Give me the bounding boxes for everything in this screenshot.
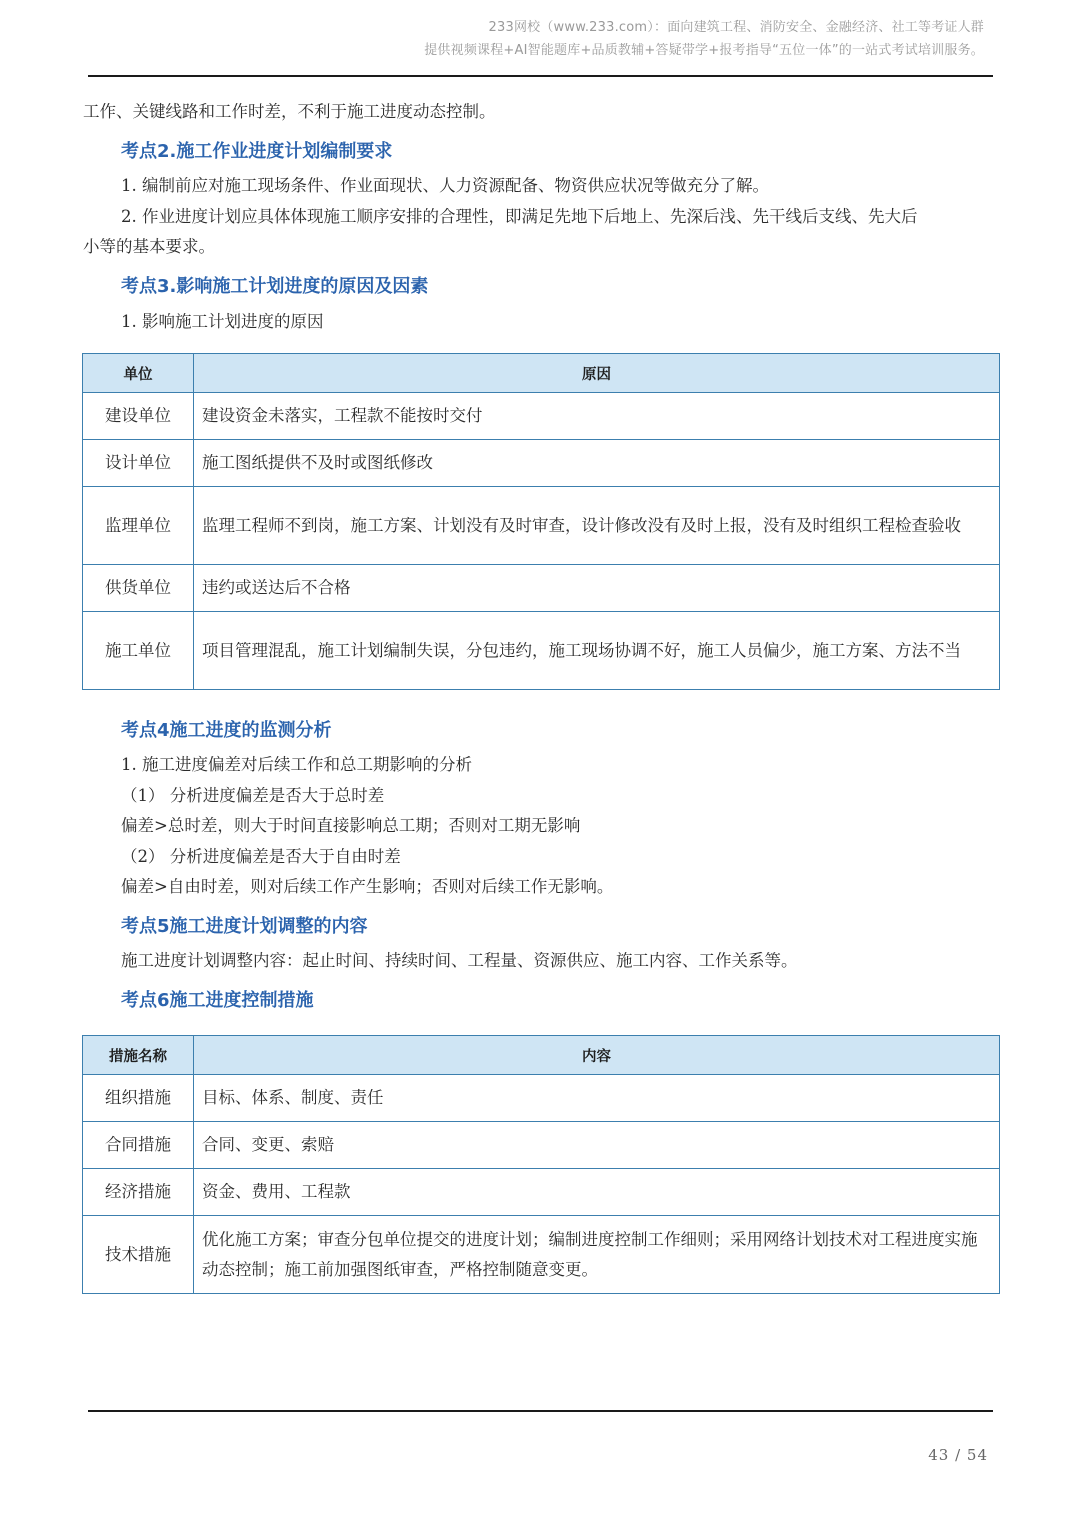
table-row — [83, 487, 1000, 565]
cell-content: 目标、体系、制度、责任 — [194, 1075, 1000, 1122]
header-line-1: 233网校（www.233.com）：面向建筑工程、消防安全、金融经济、社工等考证人群 — [488, 20, 984, 35]
table-row — [83, 440, 1000, 487]
header-line-2: 提供视频课程+AI智能题库+品质教辅+答疑带学+报考指导“五位一体”的一站式考试培训服务。 — [424, 43, 984, 58]
cell-reason: 施工图纸提供不及时或图纸修改 — [194, 440, 1000, 487]
cell-measure-name: 合同措施 — [83, 1122, 194, 1169]
cell-reason: 项目管理混乱，施工计划编制失误，分包违约，施工现场协调不好，施工人员偏少，施工方案、方法不当 — [194, 612, 1000, 690]
page-header — [424, 16, 984, 62]
section-4-line-5: 偏差>自由时差，则对后续工作产生影响；否则对后续工作无影响。 — [121, 877, 614, 896]
intro-text: 工作、关键线路和工作时差，不利于施工进度动态控制。 — [83, 102, 496, 121]
cell-unit: 建设单位 — [83, 393, 194, 440]
table-header-row — [83, 354, 1000, 393]
table-row — [83, 565, 1000, 612]
section-6-title: 考点6施工进度控制措施 — [121, 990, 314, 1011]
cell-measure-name: 经济措施 — [83, 1169, 194, 1216]
cell-measure-name: 技术措施 — [83, 1216, 194, 1294]
section-4-line-3: 偏差>总时差，则大于时间直接影响总工期；否则对工期无影响 — [121, 816, 581, 835]
cell-content: 合同、变更、索赔 — [194, 1122, 1000, 1169]
cell-unit: 供货单位 — [83, 565, 194, 612]
section-2-para-2-line-1: 2. 作业进度计划应具体体现施工顺序安排的合理性，即满足先地下后地上、先深后浅、先干线后支线、先大后 — [121, 207, 918, 226]
column-header-measure-name: 措施名称 — [83, 1036, 194, 1075]
table-header-row — [83, 1036, 1000, 1075]
section-3-title: 考点3.影响施工计划进度的原因及因素 — [121, 276, 429, 297]
control-measures-table — [82, 1035, 1000, 1294]
section-2-title: 考点2.施工作业进度计划编制要求 — [121, 141, 393, 162]
delay-causes-table — [82, 353, 1000, 690]
table-row — [83, 1122, 1000, 1169]
table-row — [83, 1075, 1000, 1122]
footer-divider — [88, 1410, 993, 1412]
section-4-line-1: 1. 施工进度偏差对后续工作和总工期影响的分析 — [121, 755, 472, 774]
page-number: 43 / 54 — [928, 1446, 988, 1464]
column-header-reason: 原因 — [194, 354, 1000, 393]
cell-content: 资金、费用、工程款 — [194, 1169, 1000, 1216]
cell-content: 优化施工方案；审查分包单位提交的进度计划；编制进度控制工作细则；采用网络计划技术对工程进度实施动态控制；施工前加强图纸审查，严格控制随意变更。 — [194, 1216, 1000, 1294]
header-divider — [88, 75, 993, 77]
column-header-content: 内容 — [194, 1036, 1000, 1075]
cell-unit: 监理单位 — [83, 487, 194, 565]
table-row — [83, 393, 1000, 440]
table-row — [83, 1169, 1000, 1216]
cell-reason: 监理工程师不到岗，施工方案、计划没有及时审查，设计修改没有及时上报，没有及时组织工程检查验收 — [194, 487, 1000, 565]
section-5-title: 考点5施工进度计划调整的内容 — [121, 916, 368, 937]
cell-measure-name: 组织措施 — [83, 1075, 194, 1122]
section-2-para-2-line-2: 小等的基本要求。 — [83, 237, 215, 256]
section-4-line-2: （1） 分析进度偏差是否大于总时差 — [121, 786, 385, 805]
section-4-title: 考点4施工进度的监测分析 — [121, 720, 332, 741]
table-row — [83, 612, 1000, 690]
section-5-para-1: 施工进度计划调整内容：起止时间、持续时间、工程量、资源供应、施工内容、工作关系等。 — [121, 951, 798, 970]
table-row — [83, 1216, 1000, 1294]
section-2-para-1: 1. 编制前应对施工现场条件、作业面现状、人力资源配备、物资供应状况等做充分了解。 — [121, 176, 769, 195]
cell-reason: 建设资金未落实，工程款不能按时交付 — [194, 393, 1000, 440]
cell-unit: 设计单位 — [83, 440, 194, 487]
cell-unit: 施工单位 — [83, 612, 194, 690]
cell-reason: 违约或送达后不合格 — [194, 565, 1000, 612]
section-3-para-1: 1. 影响施工计划进度的原因 — [121, 312, 324, 331]
section-4-line-4: （2） 分析进度偏差是否大于自由时差 — [121, 847, 401, 866]
column-header-unit: 单位 — [83, 354, 194, 393]
